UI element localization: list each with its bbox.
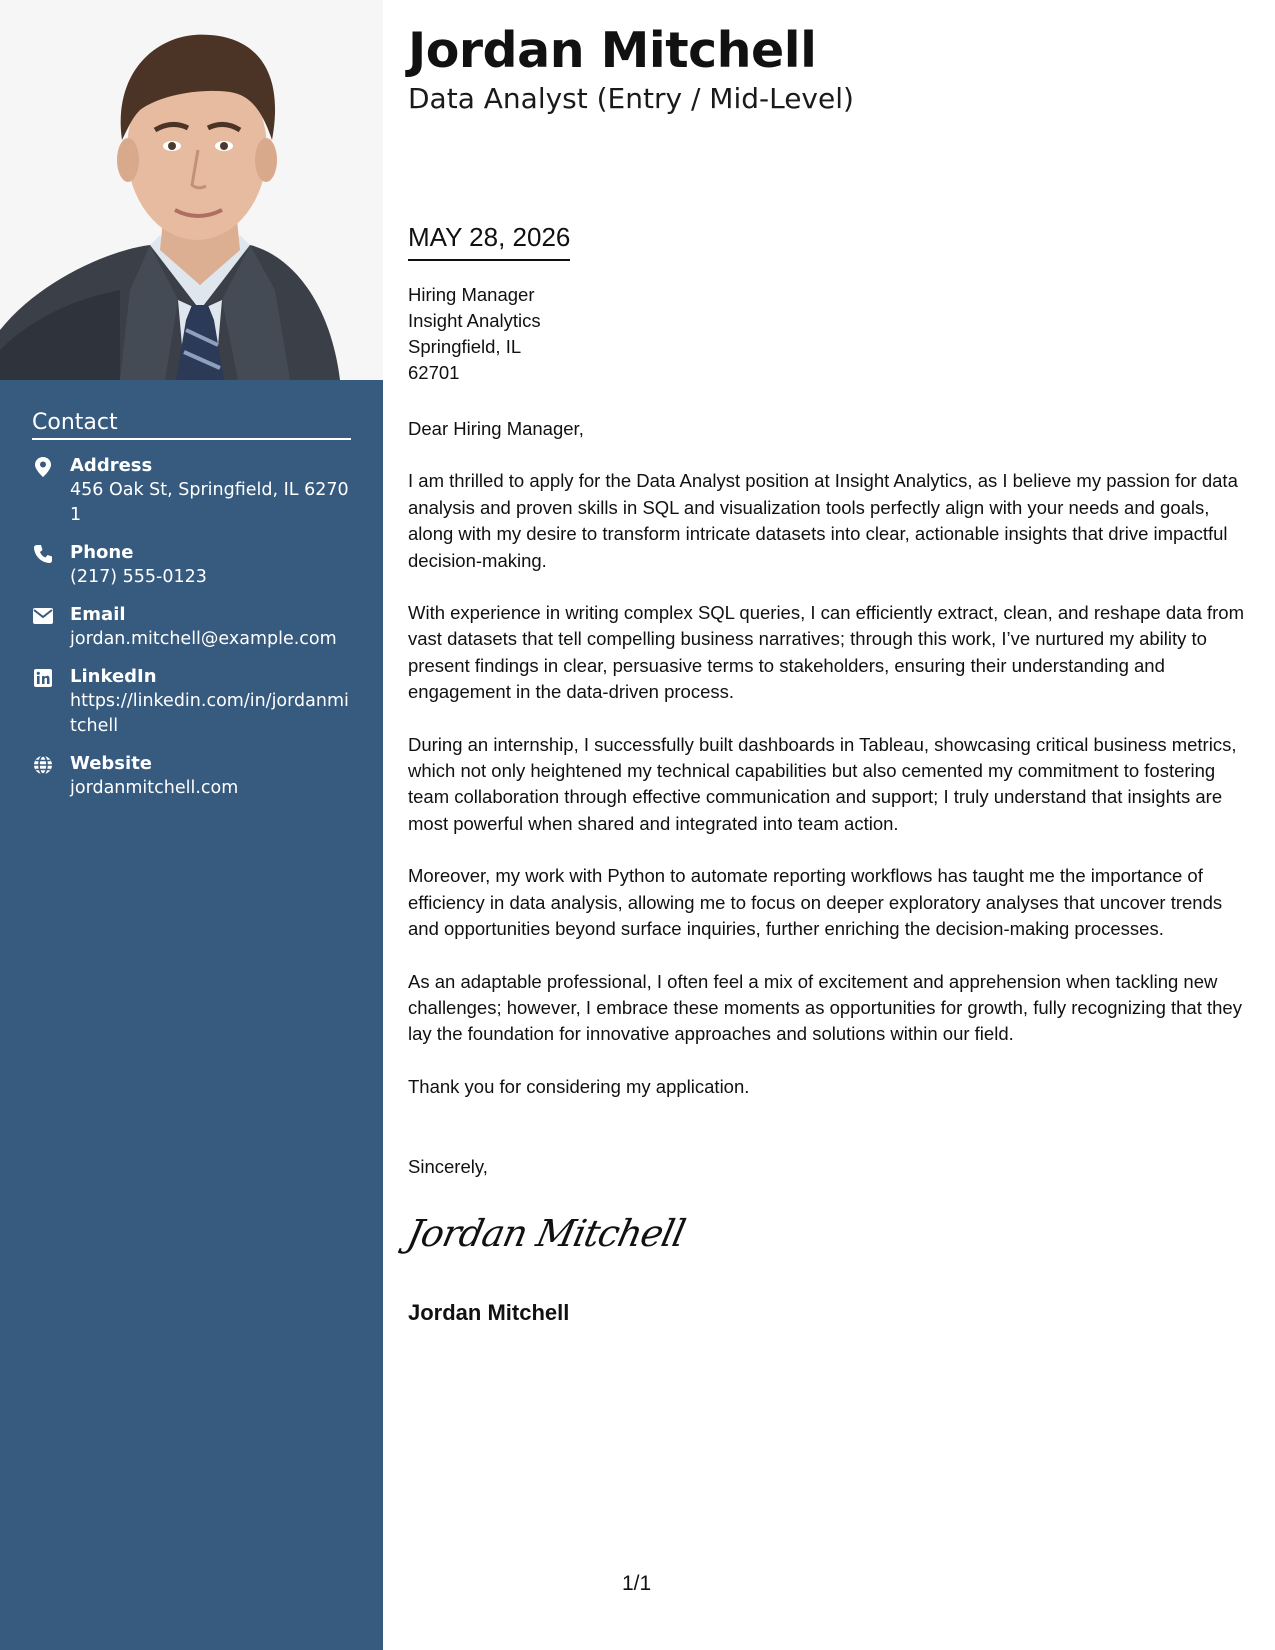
contact-website: [32, 752, 351, 801]
contact-phone: [32, 541, 351, 590]
sidebar: [0, 0, 383, 1650]
applicant-role: Data Analyst (Entry / Mid-Level): [408, 82, 854, 115]
contact-heading: Contact: [32, 410, 351, 440]
map-pin-icon: [32, 456, 54, 478]
body-paragraph: I am thrilled to apply for the Data Analyst position at Insight Analytics, as I believe my passion for data analysis and proven skills in SQL and visualization tools perfectly align with your needs and goals, along with my desire to transform intricate datasets into clear, actionable insights that drive impactful decision-making.: [408, 470, 1238, 571]
letter-date: MAY 28, 2026: [408, 222, 570, 261]
salutation: Dear Hiring Manager,: [408, 418, 584, 439]
globe-icon: [32, 754, 54, 776]
envelope-icon: [32, 605, 54, 627]
body-paragraph: During an internship, I successfully built dashboards in Tableau, showcasing critical business metrics, which not only heightened my technical capabilities but also cemented my commitment to fostering team collaboration through effective communication and support; I truly understand that insights are most powerful when shared and integrated into team action.: [408, 733, 1237, 834]
recipient-line: Hiring Manager: [408, 284, 535, 305]
linkedin-label: LinkedIn: [70, 666, 157, 687]
recipient-line: Insight Analytics: [408, 310, 541, 331]
letter-body: [408, 416, 1253, 1126]
applicant-name: Jordan Mitchell: [408, 22, 817, 79]
signed-name: Jordan Mitchell: [408, 1300, 570, 1325]
address-value: 456 Oak St, Springfield, IL 62701: [70, 480, 349, 525]
profile-photo-illustration: [0, 0, 383, 380]
body-paragraph: Thank you for considering my application.: [408, 1075, 750, 1097]
contact-linkedin: [32, 665, 351, 739]
closing: Sincerely,: [408, 1156, 488, 1177]
recipient-line: Springfield, IL: [408, 336, 522, 357]
body-paragraph: Moreover, my work with Python to automate reporting workflows has taught me the importance of efficiency in data analysis, allowing me to focus on deeper exploratory analyses that uncover trends and opportunities beyond surface inquiries, further enriching the decision-making processes.: [408, 865, 1223, 940]
recipient-block: [408, 282, 541, 386]
phone-label: Phone: [70, 542, 134, 563]
website-label: Website: [70, 753, 153, 774]
contact-email: [32, 603, 351, 652]
profile-photo: [0, 0, 383, 380]
body-paragraph: As an adaptable professional, I often feel a mix of excitement and apprehension when tackling new challenges; however, I embrace these moments as opportunities for growth, fully recognizing that they lay the foundation for innovative approaches and solutions within our field.: [408, 970, 1242, 1045]
page-number: 1/1: [622, 1572, 652, 1595]
email-value[interactable]: jordan.mitchell@example.com: [70, 629, 337, 649]
recipient-line: 62701: [408, 362, 460, 383]
email-label: Email: [70, 604, 126, 625]
body-paragraph: With experience in writing complex SQL queries, I can efficiently extract, clean, and reshape data from vast datasets that tell compelling business narratives; through this work, I’ve nurtured my ability to present findings in clear, persuasive terms to stakeholders, ensuring their understanding and engagement in the data-driven process.: [408, 602, 1244, 703]
phone-value: (217) 555-0123: [70, 567, 207, 587]
phone-icon: [32, 543, 54, 565]
linkedin-value[interactable]: https://linkedin.com/in/jordanmitchell: [70, 691, 349, 736]
website-value[interactable]: jordanmitchell.com: [70, 778, 239, 798]
address-label: Address: [70, 455, 153, 476]
contact-section: [32, 410, 351, 801]
contact-address: [32, 454, 351, 528]
linkedin-icon: [32, 667, 54, 689]
handwritten-signature: Jordan Mitchell: [403, 1212, 689, 1255]
